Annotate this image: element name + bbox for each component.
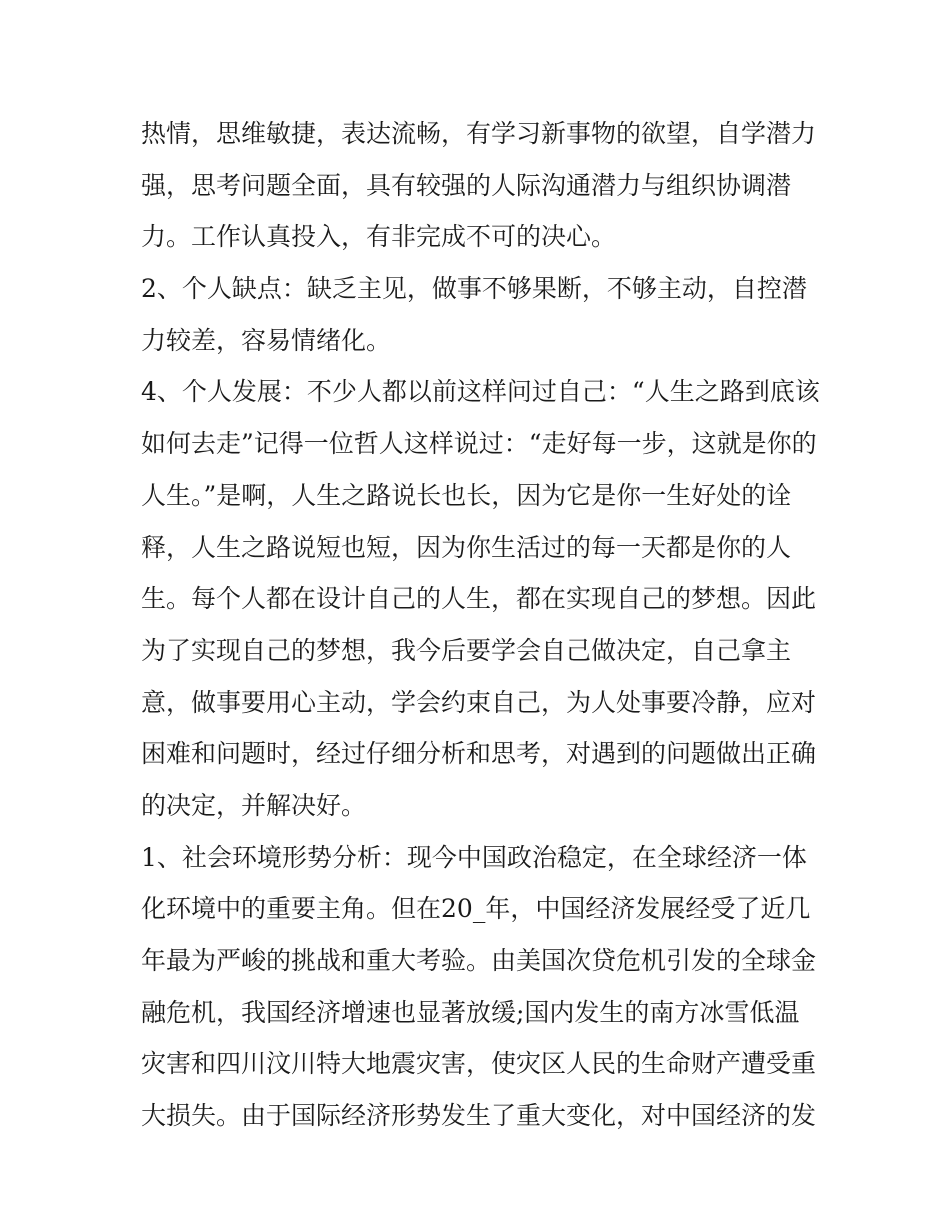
text-line: 1、社会环境形势分析：现今中国政治稳定，在全球经济一体 <box>141 842 807 872</box>
text-line: 灾害和四川汶川特大地震灾害，使灾区人民的生命财产遭受重 <box>141 1049 817 1079</box>
text-line: 生。每个人都在设计自己的人生，都在实现自己的梦想。因此 <box>141 584 817 614</box>
text-line: 4、个人发展：不少人都以前这样问过自己：“人生之路到底该 <box>141 377 820 407</box>
text-line: 力。工作认真投入，有非完成不可的决心。 <box>141 222 617 252</box>
text-line: 融危机，我国经济增速也显著放缓;国内发生的南方冰雪低温 <box>141 997 800 1027</box>
text-line: 如何去走”记得一位哲人这样说过：“走好每一步，这就是你的 <box>141 429 817 459</box>
text-line: 人生。”是啊，人生之路说长也长，因为它是你一生好处的诠 <box>141 480 792 510</box>
text-line: 困难和问题时，经过仔细分析和思考，对遇到的问题做出正确 <box>141 739 817 769</box>
text-line: 年最为严峻的挑战和重大考验。由美国次贷危机引发的全球金 <box>141 946 817 975</box>
text-line: 2、个人缺点：缺乏主见，做事不够果断，不够主动，自控潜 <box>141 274 807 304</box>
text-line: 释，人生之路说短也短，因为你生活过的每一天都是你的人 <box>141 532 792 562</box>
text-line: 强，思考问题全面，具有较强的人际沟通潜力与组织协调潜 <box>141 170 792 200</box>
text-line: 化环境中的重要主角。但在20_年，中国经济发展经受了近几 <box>141 894 811 924</box>
text-line: 的决定，并解决好。 <box>141 790 367 820</box>
document-body <box>141 108 821 1142</box>
text-line: 力较差，容易情绪化。 <box>141 325 392 355</box>
text-line: 意，做事要用心主动，学会约束自己，为人处事要冷静，应对 <box>141 687 817 717</box>
text-line: 热情，思维敏捷，表达流畅，有学习新事物的欲望，自学潜力 <box>141 119 817 148</box>
text-line: 为了实现自己的梦想，我今后要学会自己做决定，自己拿主 <box>141 635 792 665</box>
text-line: 大损失。由于国际经济形势发生了重大变化，对中国经济的发 <box>141 1101 817 1131</box>
